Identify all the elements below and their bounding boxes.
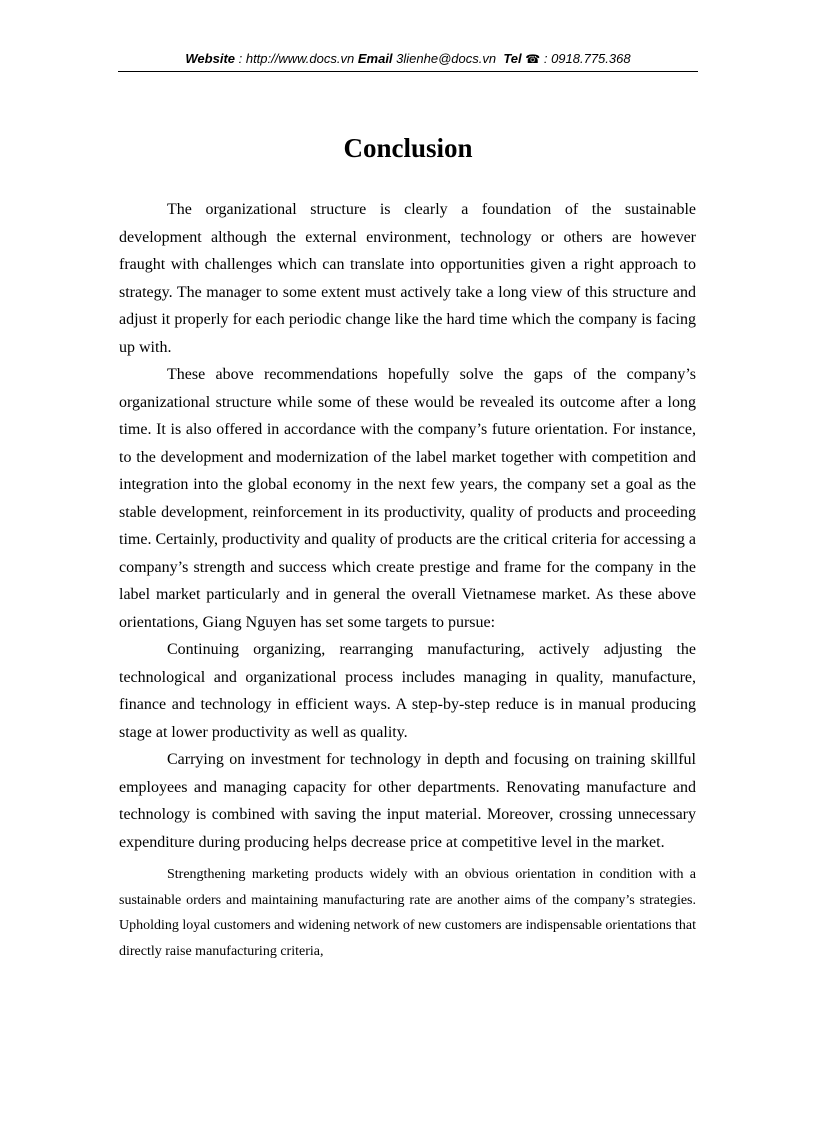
paragraph-1: The organizational structure is clearly a foundation of the sustainable development although the external environment, technology or others are however fraught with challenges which can translate into opportunities given a right approach to strategy. The manager to some extent must actively take a long view of this structure and adjust it properly for each periodic change like the hard time which the company is facing up with. xyxy=(119,201,696,356)
email-label: Email xyxy=(357,51,393,66)
website-url[interactable]: http://www.docs.vn xyxy=(245,51,355,66)
paragraph-3: Continuing organizing, rearranging manufacturing, actively adjusting the technological and organizational process includes managing in quality, manufacture, finance and technology in efficient ways. A step-by-step reduce is in manual producing stage at lower productivity as well as quality. xyxy=(119,641,696,741)
email-address[interactable]: 3lienhe@docs.vn xyxy=(396,51,497,66)
website-separator: : xyxy=(235,51,246,66)
header-divider xyxy=(118,71,698,72)
tel-number: : 0918.775.368 xyxy=(540,51,631,66)
website-label: Website xyxy=(185,51,235,66)
body-text xyxy=(119,196,696,964)
paragraph-4: Carrying on investment for technology in depth and focusing on training skillful employees and managing capacity for other departments. Renovating manufacture and technology is combined with saving the input material. Moreover, crossing unnecessary expenditure during producing helps decrease price at competitive level in the market. xyxy=(119,751,696,851)
page-title: Conclusion xyxy=(343,133,473,163)
paragraph-2: These above recommendations hopefully solve the gaps of the company’s organizational structure while some of these would be revealed its outcome after a long time. It is also offered in accordance with the company’s future orientation. For instance, to the development and modernization of the label market together with competition and integration into the global economy in the next few years, the company set a goal as the stable development, reinforcement in its productivity, quality of products and proceeding time. Certainly, productivity and quality of products are the critical criteria for accessing a company’s strength and success which create prestige and frame for the company in the label market particularly and in general the overall Vietnamese market. As these above orientations, Giang Nguyen has set some targets to pursue: xyxy=(119,366,696,631)
paragraph-5: Strengthening marketing products widely with an obvious orientation in condition with a sustainable orders and maintaining manufacturing rate are another aims of the company’s strategies. Upholding loyal customers and widening network of new customers are indispensable orientations that directly raise manufacturing criteria, xyxy=(119,867,696,959)
tel-label: Tel xyxy=(503,51,522,66)
page-header xyxy=(118,50,698,68)
phone-icon: ☎ xyxy=(525,52,541,66)
